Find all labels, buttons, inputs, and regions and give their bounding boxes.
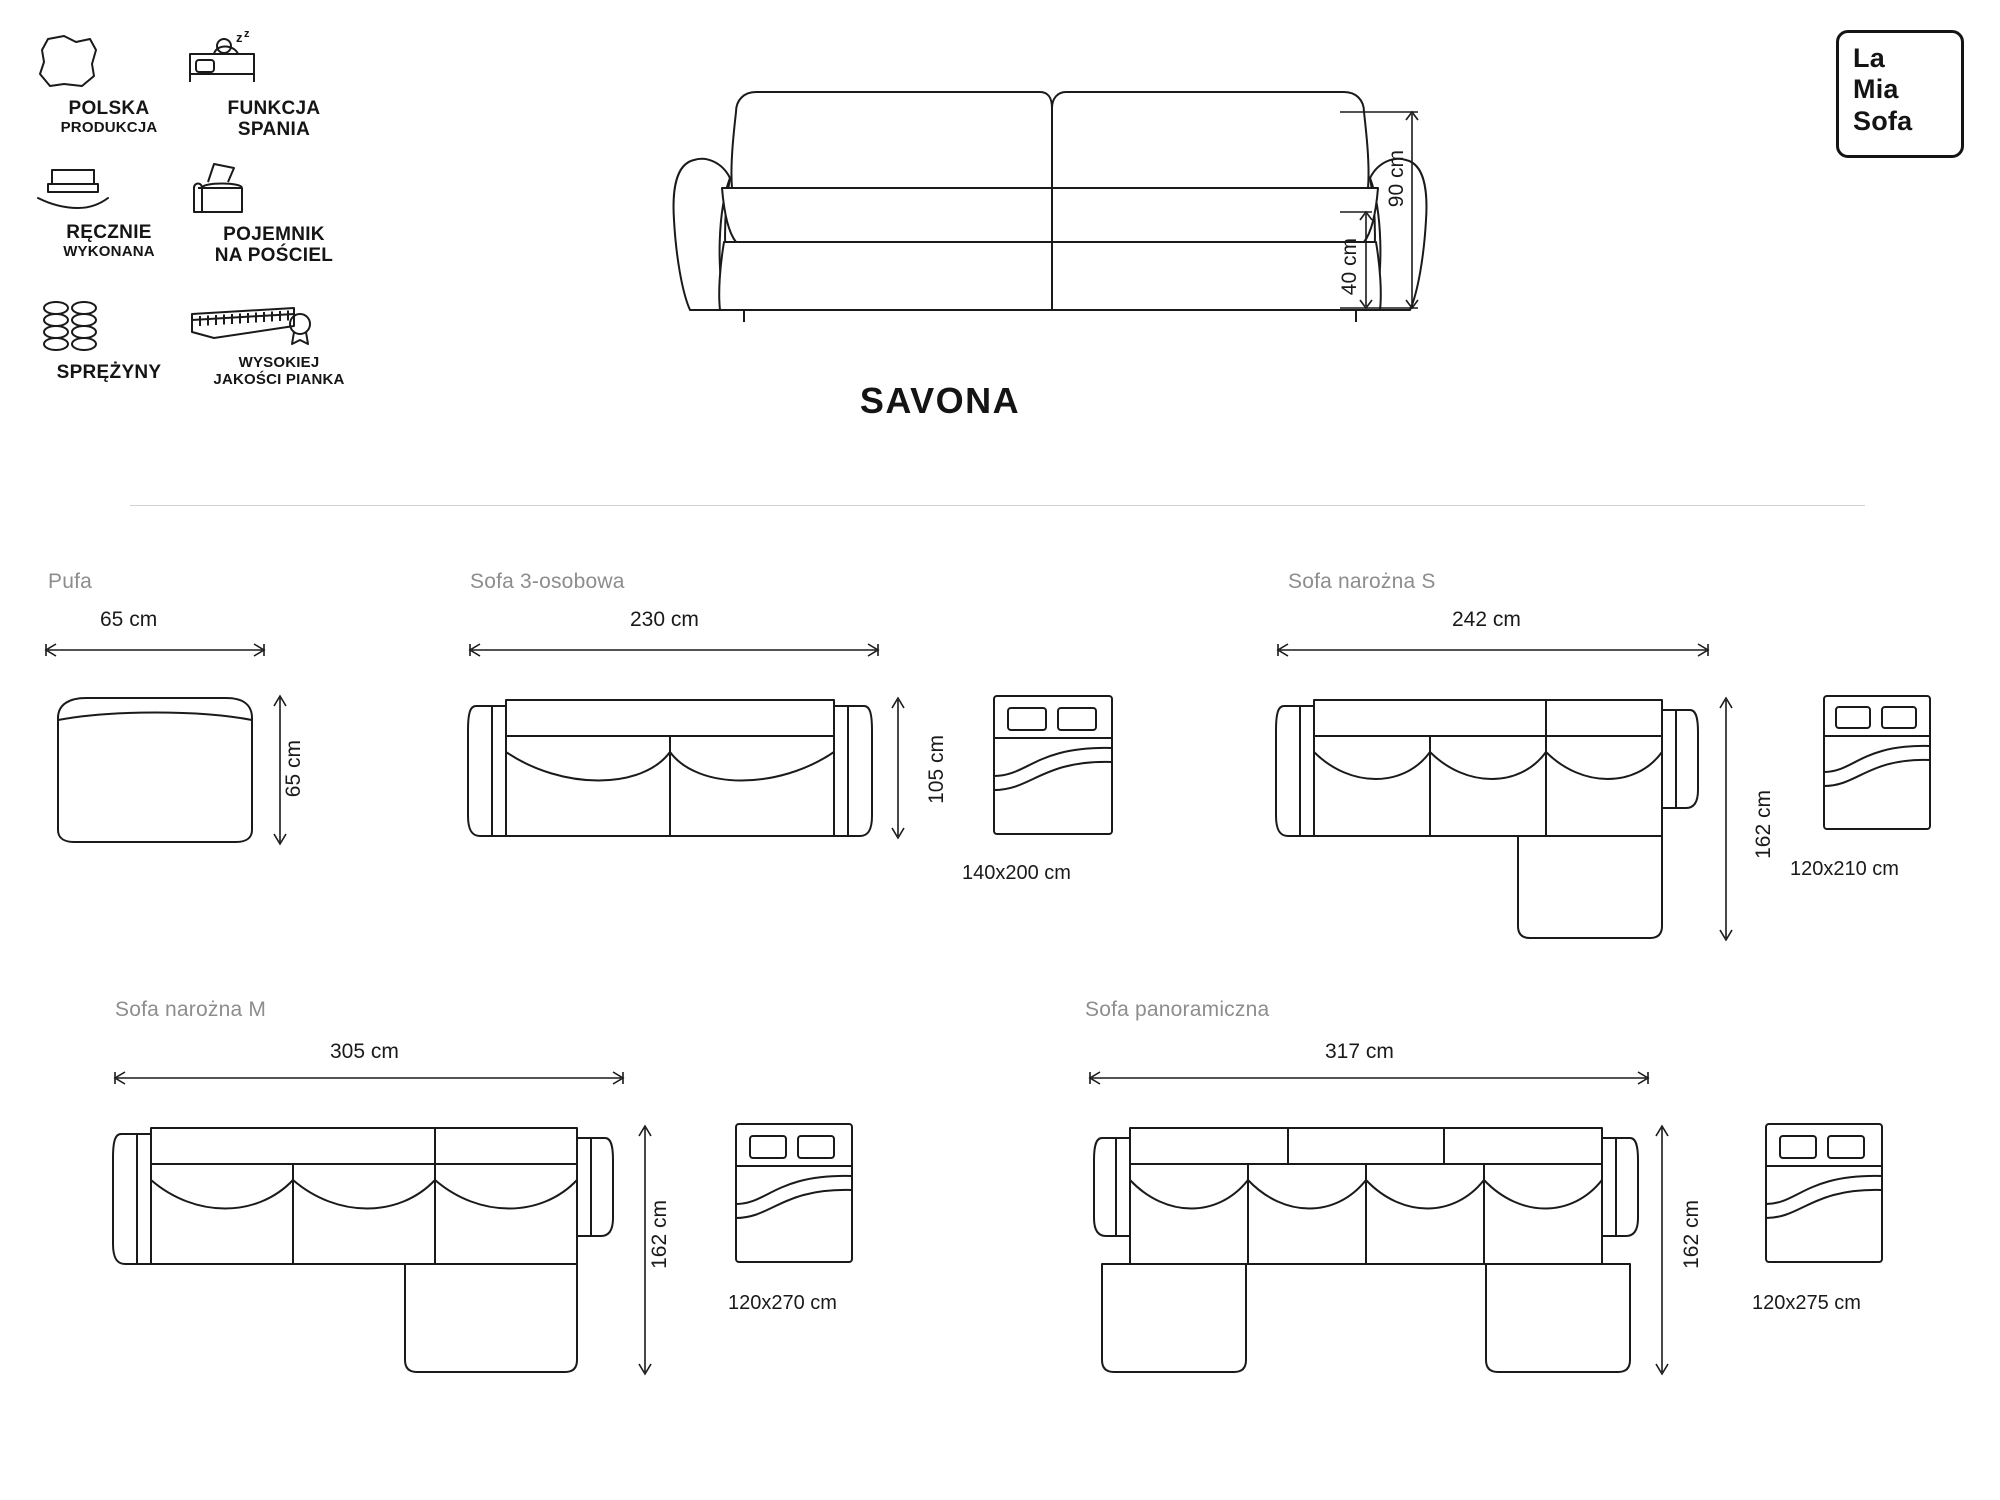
variant-title-sofa-panoramiczna: Sofa panoramiczna <box>1085 998 1270 1021</box>
feature-label-line2: JAKOŚCI PIANKA <box>213 371 345 389</box>
bed-icon-sofa-panoramiczna <box>1760 1118 1888 1268</box>
springs-icon <box>34 298 184 356</box>
bed-icon-sofa-narozna-s <box>1818 690 1936 835</box>
feature-label-line1: POLSKA <box>68 98 150 119</box>
variant-title-sofa-3-osobowa: Sofa 3-osobowa <box>470 570 625 593</box>
feature-badge-recznie-wykonana <box>34 158 184 261</box>
feature-label-line1: POJEMNIK <box>223 224 325 245</box>
feature-badge-pojemnik-na-posciel <box>184 158 364 267</box>
pufa-depth-label: 65 cm <box>282 740 305 798</box>
brand-logo <box>1836 30 1964 158</box>
feature-label-line2: SPANIA <box>237 119 311 141</box>
narozna-m-depth-label: 162 cm <box>648 1200 671 1269</box>
feature-badge-polska-produkcja <box>34 30 184 137</box>
hero-sofa-illustration <box>660 60 1440 360</box>
narozna-s-width-label: 242 cm <box>1452 608 1521 631</box>
feature-label-line2: PRODUKCJA <box>60 119 158 137</box>
feature-label-line2: WYKONANA <box>63 243 155 261</box>
feature-label-line2: NA POŚCIEL <box>214 245 334 267</box>
bed-size-sofa-narozna-s: 120x210 cm <box>1790 858 1899 880</box>
quality-foam-icon <box>184 298 374 348</box>
panoramiczna-depth-label: 162 cm <box>1680 1200 1703 1269</box>
variant-title-sofa-narozna-s: Sofa narożna S <box>1288 570 1436 593</box>
hero-height-label: 90 cm <box>1385 150 1408 208</box>
sofa-3-osobowa-illustration <box>462 640 922 870</box>
bed-size-sofa-panoramiczna: 120x275 cm <box>1752 1292 1861 1314</box>
narozna-m-width-label: 305 cm <box>330 1040 399 1063</box>
feature-badge-wysokiej-jakosci-pianka <box>184 298 374 389</box>
sofa-panoramiczna-illustration <box>1080 1068 1680 1408</box>
feature-badge-sprezyny <box>34 298 184 383</box>
bedding-box-icon <box>184 158 364 218</box>
svg-text:z: z <box>236 30 243 45</box>
sofa-narozna-s-illustration <box>1270 640 1750 970</box>
variant-title-pufa: Pufa <box>48 570 92 593</box>
pufa-width-label: 65 cm <box>100 608 158 631</box>
svg-text:z: z <box>244 28 250 40</box>
feature-badge-list <box>34 30 364 390</box>
product-name: SAVONA <box>859 380 1021 421</box>
bed-icon-sofa-narozna-m <box>730 1118 858 1268</box>
feature-label-line1: WYSOKIEJ <box>238 354 320 371</box>
bed-size-sofa-3-osobowa: 140x200 cm <box>962 862 1071 884</box>
sofa-narozna-m-illustration <box>105 1068 665 1408</box>
narozna-s-depth-label: 162 cm <box>1752 790 1775 859</box>
poland-map-icon <box>34 30 184 92</box>
variant-title-sofa-narozna-m: Sofa narożna M <box>115 998 267 1021</box>
bed-size-sofa-narozna-m: 120x270 cm <box>728 1292 837 1314</box>
sofa3-width-label: 230 cm <box>630 608 699 631</box>
section-divider <box>130 505 1865 506</box>
logo-line-2: Mia <box>1853 74 1899 105</box>
logo-line-1: La <box>1853 43 1885 73</box>
handmade-icon <box>34 158 184 216</box>
feature-label-line1: RĘCZNIE <box>66 222 152 243</box>
panoramiczna-width-label: 317 cm <box>1325 1040 1394 1063</box>
hero-seat-height-label: 40 cm <box>1338 238 1361 296</box>
bed-icon-sofa-3-osobowa <box>988 690 1118 840</box>
feature-badge-funkcja-spania <box>184 30 364 141</box>
pufa-illustration <box>40 640 310 870</box>
feature-label-line1: SPRĘŻYNY <box>56 362 162 383</box>
sofa3-depth-label: 105 cm <box>925 735 948 804</box>
feature-label-line1: FUNKCJA <box>227 98 321 119</box>
logo-line-3: Sofa <box>1853 105 1913 136</box>
sleep-function-icon <box>184 30 364 92</box>
